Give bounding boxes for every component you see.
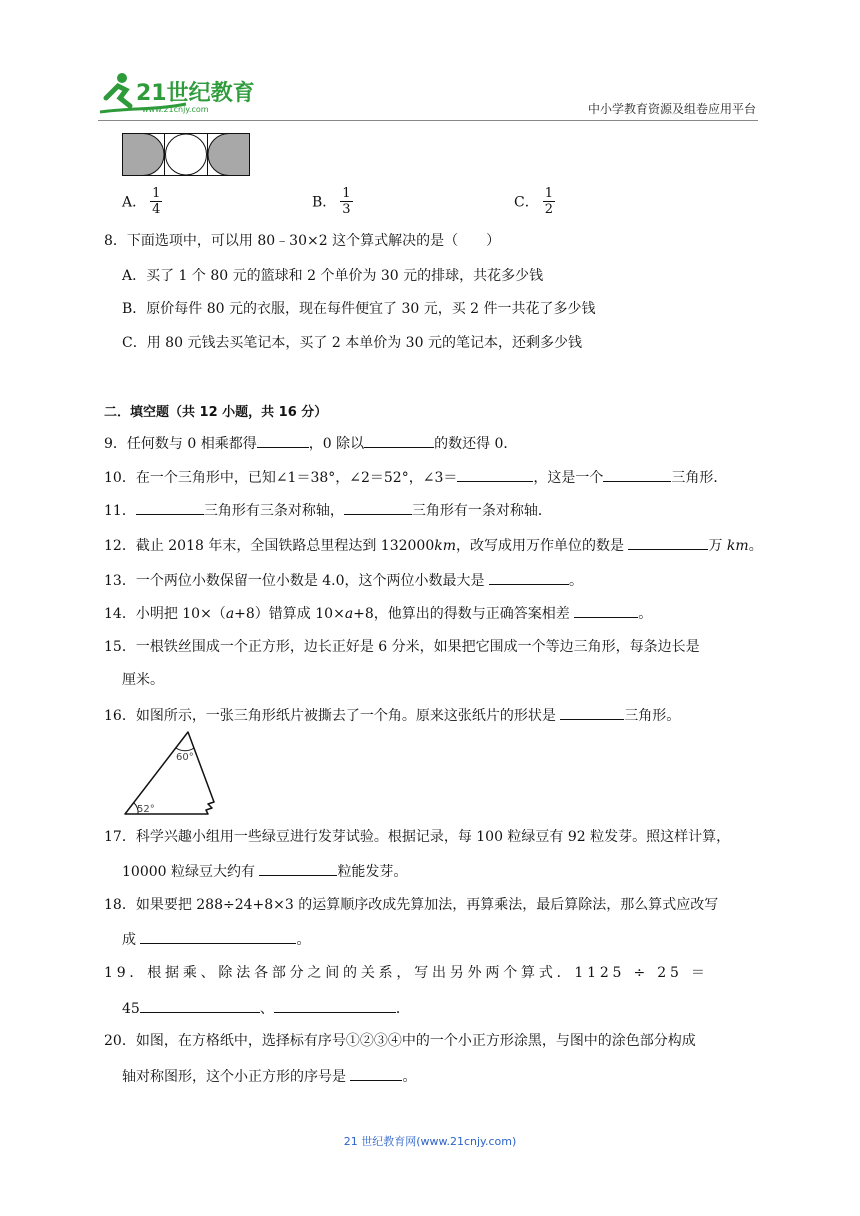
unit-km: km — [726, 538, 749, 554]
platform-tagline: 中小学教育资源及组卷应用平台 — [587, 102, 756, 116]
numerator: 1 — [152, 186, 161, 201]
q8-option-c: C．用 80 元钱去买笔记本，买了 2 本单价为 30 元的笔记本，还剩多少钱 — [122, 335, 582, 351]
q13-text-a: 13．一个两位小数保留一位小数是 4.0，这个两位小数最大是 — [104, 573, 489, 589]
q17-text-a: 10000 粒绿豆大约有 — [122, 864, 260, 880]
answer-blank[interactable] — [140, 998, 260, 1013]
answer-blank[interactable] — [603, 467, 671, 482]
q12-text-a: 12．截止 2018 年末，全国铁路总里程达到 132000 — [104, 538, 435, 554]
site-logo — [96, 68, 266, 122]
answer-blank[interactable] — [560, 705, 624, 720]
q20-text-b: 。 — [402, 1069, 417, 1085]
q19-line1: 19．根据乘、除法各部分之间的关系，写出另外两个算式．1125 ÷ 25 ＝ — [104, 965, 709, 981]
q11 — [104, 500, 552, 521]
option-letter: B． — [312, 194, 337, 211]
q14 — [104, 603, 652, 624]
torn-triangle-figure — [120, 728, 224, 822]
fraction — [340, 186, 352, 217]
q8-option-a: A．买了 1 个 80 元的篮球和 2 个单价为 30 元的排球，共花多少钱 — [122, 268, 544, 284]
q14-text-b: +8）错算成 10× — [234, 606, 345, 622]
footer-link[interactable]: 21 世纪教育网(www.21cnjy.com) — [343, 1135, 517, 1148]
q12-text-c: 万 — [708, 538, 727, 554]
q7-option-c — [514, 186, 555, 217]
q15-line2: 厘米。 — [122, 672, 164, 688]
q17-line1: 17．科学兴趣小组用一些绿豆进行发芽试验。根据记录，每 100 粒绿豆有 92 粒发芽。照这样计算， — [104, 829, 731, 845]
answer-blank[interactable] — [259, 861, 337, 876]
q11-text-a: 11． — [104, 503, 136, 519]
q20-text-a: 轴对称图形，这个小正方形的序号是 — [122, 1069, 351, 1085]
answer-blank[interactable] — [350, 1066, 402, 1081]
q16-text-a: 16．如图所示，一张三角形纸片被撕去了一个角。原来这张纸片的形状是 — [104, 708, 561, 724]
answer-blank[interactable] — [257, 433, 309, 448]
q7-option-a — [122, 186, 162, 217]
option-letter: C． — [514, 194, 539, 211]
q20-line1: 20．如图，在方格纸中，选择标有序号①②③④中的一个小正方形涂黑，与图中的涂色部分构成 — [104, 1033, 696, 1049]
q9-text-b: ，0 除以 — [308, 436, 365, 452]
q8-stem: 8．下面选项中，可以用 80﹣30×2 这个算式解决的是（ ） — [104, 233, 501, 249]
q9-text-a: 9．任何数与 0 相乘都得 — [104, 436, 257, 452]
runner-logo-icon — [96, 68, 266, 118]
q8-option-b: B．原价每件 80 元的衣服，现在每件便宜了 30 元，买 2 件一共花了多少钱 — [122, 301, 596, 317]
answer-blank[interactable] — [364, 433, 434, 448]
q18-line1: 18．如果要把 288÷24+8×3 的运算顺序改成先算加法，再算乘法，最后算除法，那么算式应改写 — [104, 897, 719, 913]
denominator: 4 — [152, 202, 161, 217]
answer-blank[interactable] — [489, 570, 569, 585]
q15-line1: 15．一根铁丝围成一个正方形，边长正好是 6 分米，如果把它围成一个等边三角形，每条边长是 — [104, 639, 700, 655]
variable-a: a — [225, 606, 235, 622]
q17-text-b: 粒能发芽。 — [337, 864, 408, 880]
q19-text-a: 45 — [122, 1001, 140, 1017]
numerator: 1 — [544, 186, 553, 201]
answer-blank[interactable] — [457, 467, 533, 482]
q9 — [104, 433, 517, 454]
variable-a: a — [344, 606, 354, 622]
fraction — [543, 186, 555, 217]
q14-text-c: +8，他算出的得数与正确答案相差 — [353, 606, 575, 622]
denominator: 3 — [342, 202, 351, 217]
q13-text-b: 。 — [568, 573, 583, 589]
q10-text-c: 三角形． — [671, 470, 728, 486]
fraction — [150, 186, 162, 217]
q12-text-d: 。 — [748, 538, 763, 554]
angle-label-bottom: 52° — [137, 804, 155, 815]
q18-text-b: 。 — [296, 932, 311, 948]
denominator: 2 — [544, 202, 553, 217]
q16-text-b: 三角形。 — [624, 708, 681, 724]
q7-figure — [122, 133, 250, 180]
q19-line2 — [122, 998, 410, 1019]
q7-option-b — [312, 186, 353, 217]
logo-url: www.21cnjy.com — [142, 105, 209, 114]
q10-text-a: 10．在一个三角形中，已知∠1＝38°，∠2＝52°，∠3＝ — [104, 470, 458, 486]
answer-blank[interactable] — [140, 929, 296, 944]
logo-wordmark: 21世纪教育 — [136, 81, 255, 106]
angle-label-top: 60° — [176, 752, 194, 763]
answer-blank[interactable] — [574, 603, 638, 618]
q18-text-a: 成 — [122, 932, 141, 948]
q19-text-c: ． — [395, 1001, 410, 1017]
q14-text-d: 。 — [638, 606, 653, 622]
q18-line2 — [122, 929, 310, 950]
q13 — [104, 570, 583, 591]
q12 — [104, 535, 763, 556]
q11-text-b: 三角形有三条对称轴， — [203, 503, 344, 519]
q10-text-b: ，这是一个 — [533, 470, 604, 486]
option-letter: A． — [122, 194, 147, 211]
q20-line2 — [122, 1066, 416, 1087]
section-title: 二．填空题（共 12 小题，共 16 分） — [104, 405, 328, 420]
q19-text-b: 、 — [259, 1001, 274, 1017]
answer-blank[interactable] — [344, 500, 412, 515]
numerator: 1 — [342, 186, 351, 201]
q11-text-c: 三角形有一条对称轴． — [411, 503, 552, 519]
answer-blank[interactable] — [274, 998, 396, 1013]
q17-line2 — [122, 861, 407, 882]
q12-text-b: ，改写成用万作单位的数是 — [456, 538, 629, 554]
unit-km: km — [434, 538, 457, 554]
answer-blank[interactable] — [628, 535, 708, 550]
answer-blank[interactable] — [136, 500, 204, 515]
q9-text-c: 的数还得 0． — [434, 436, 518, 452]
q16 — [104, 705, 680, 726]
q10 — [104, 467, 727, 488]
q14-text-a: 14．小明把 10×（ — [104, 606, 226, 622]
header-divider — [98, 120, 758, 121]
